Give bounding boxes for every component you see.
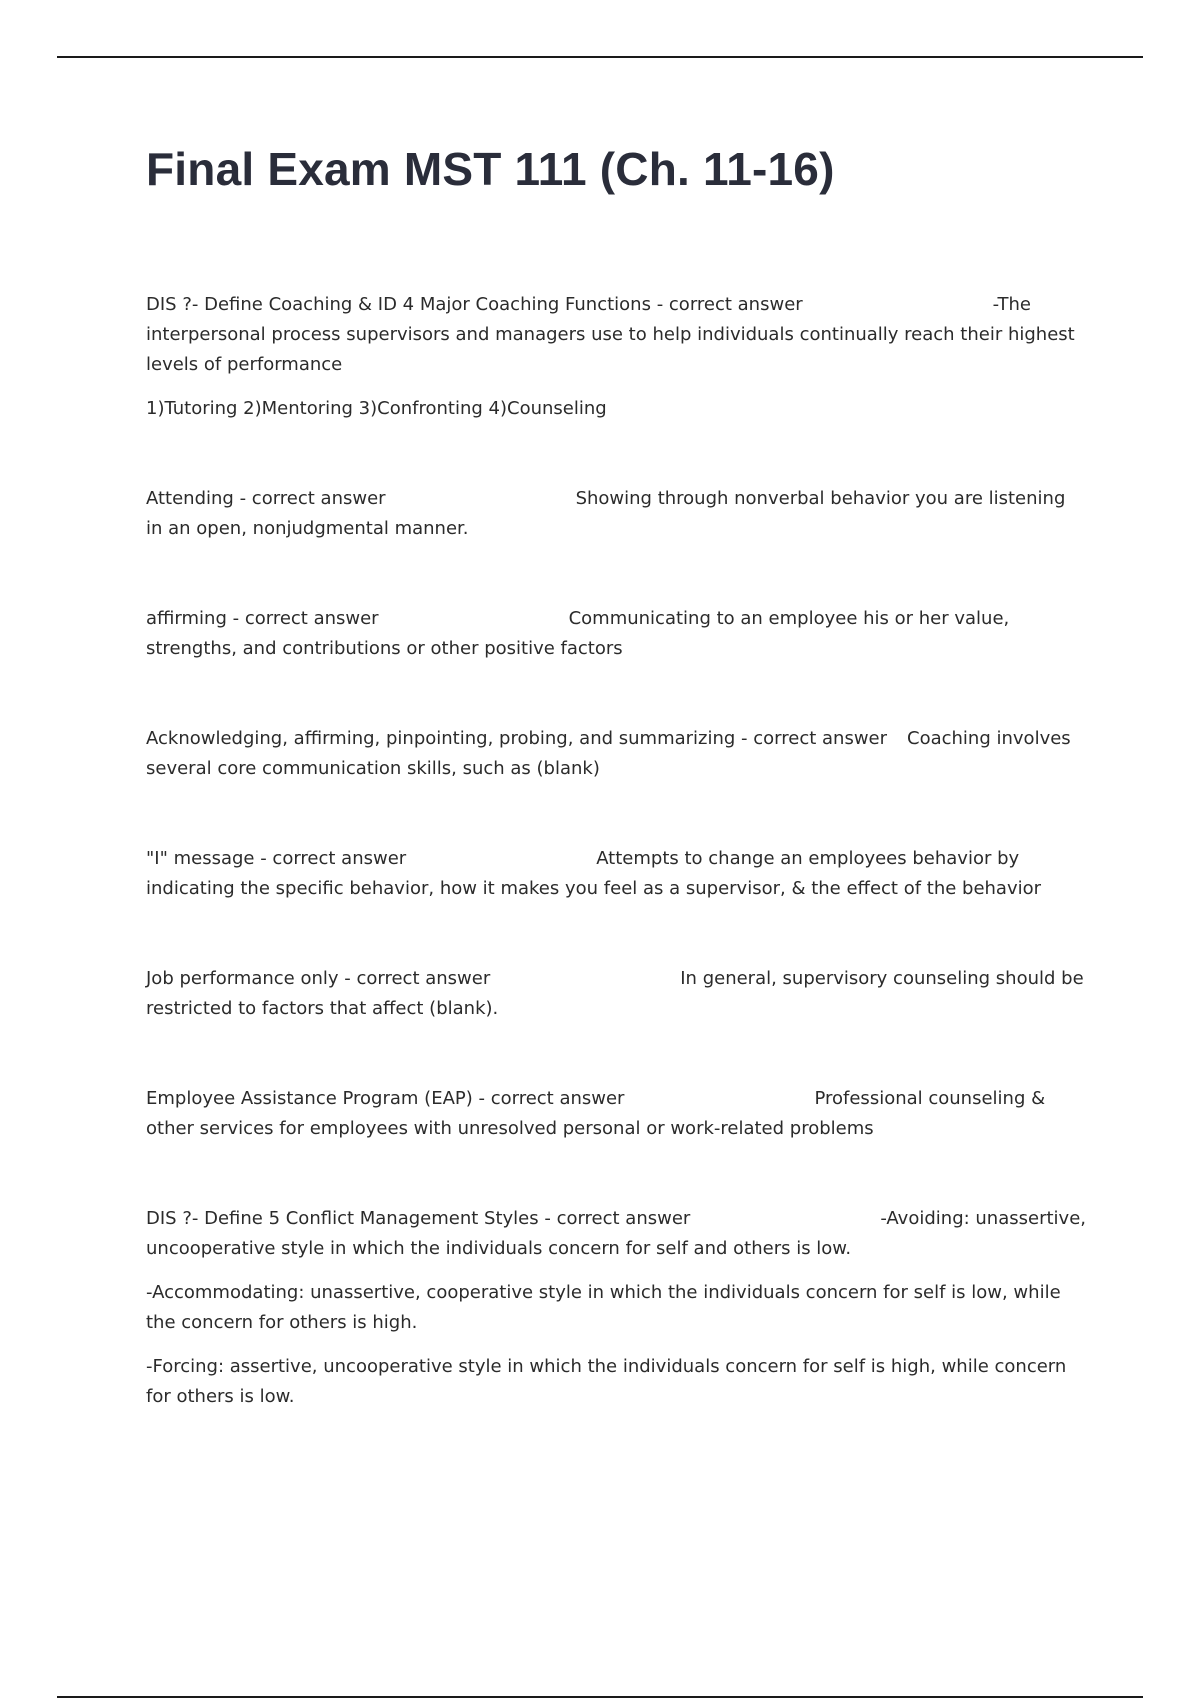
answer-extra: 1)Tutoring 2)Mentoring 3)Confronting 4)Counseling xyxy=(146,398,607,419)
qa-item xyxy=(146,724,1086,784)
qa-item xyxy=(146,844,1086,904)
qa-main xyxy=(146,604,1086,664)
answer-text: Professional counseling & other services for employees with unresolved personal or work-related problems xyxy=(146,1088,1046,1139)
question-text: DIS ?- Define 5 Conflict Management Styles - correct answer xyxy=(146,1208,691,1229)
page-title: Final Exam MST 111 (Ch. 11-16) xyxy=(146,143,835,195)
qa-main xyxy=(146,1084,1086,1144)
qa-main xyxy=(146,290,1086,380)
answer-text: -The interpersonal process supervisors and managers use to help individuals continually reach their highest levels of performance xyxy=(146,294,1075,375)
qa-item xyxy=(146,1084,1086,1144)
question-text: affirming - correct answer xyxy=(146,608,379,629)
top-divider xyxy=(57,56,1143,58)
answer-extra: -Accommodating: unassertive, cooperative style in which the individuals concern for self is low, while the concern for others is high. xyxy=(146,1282,1061,1333)
qa-main xyxy=(146,964,1086,1024)
qa-main xyxy=(146,724,1086,784)
qa-main xyxy=(146,1204,1086,1264)
qa-item xyxy=(146,604,1086,664)
question-text: Acknowledging, affirming, pinpointing, probing, and summarizing - correct answer xyxy=(146,728,888,749)
qa-main xyxy=(146,844,1086,904)
answer-text: Showing through nonverbal behavior you are listening in an open, nonjudgmental manner. xyxy=(146,488,1066,539)
question-text: DIS ?- Define Coaching & ID 4 Major Coaching Functions - correct answer xyxy=(146,294,803,315)
answer-text: Communicating to an employee his or her value, strengths, and contributions or other positive factors xyxy=(146,608,1010,659)
qa-item xyxy=(146,290,1086,424)
question-text: "I" message - correct answer xyxy=(146,848,407,869)
qa-main xyxy=(146,484,1086,544)
answer-text: In general, supervisory counseling should be restricted to factors that affect (blank). xyxy=(146,968,1084,1019)
answer-text: Coaching involves several core communication skills, such as (blank) xyxy=(146,728,1071,779)
question-text: Employee Assistance Program (EAP) - correct answer xyxy=(146,1088,625,1109)
qa-item xyxy=(146,964,1086,1024)
document-body xyxy=(146,290,1086,1472)
qa-item xyxy=(146,1204,1086,1412)
answer-extra: -Forcing: assertive, uncooperative style in which the individuals concern for self is high, while concern for others is low. xyxy=(146,1356,1067,1407)
question-text: Job performance only - correct answer xyxy=(146,968,491,989)
qa-item xyxy=(146,484,1086,544)
answer-text: Attempts to change an employees behavior by indicating the specific behavior, how it makes you feel as a supervisor, & the effect of the behavior xyxy=(146,848,1042,899)
question-text: Attending - correct answer xyxy=(146,488,386,509)
answer-text: -Avoiding: unassertive, uncooperative style in which the individuals concern for self and others is low. xyxy=(146,1208,1086,1259)
bottom-divider xyxy=(57,1696,1143,1698)
